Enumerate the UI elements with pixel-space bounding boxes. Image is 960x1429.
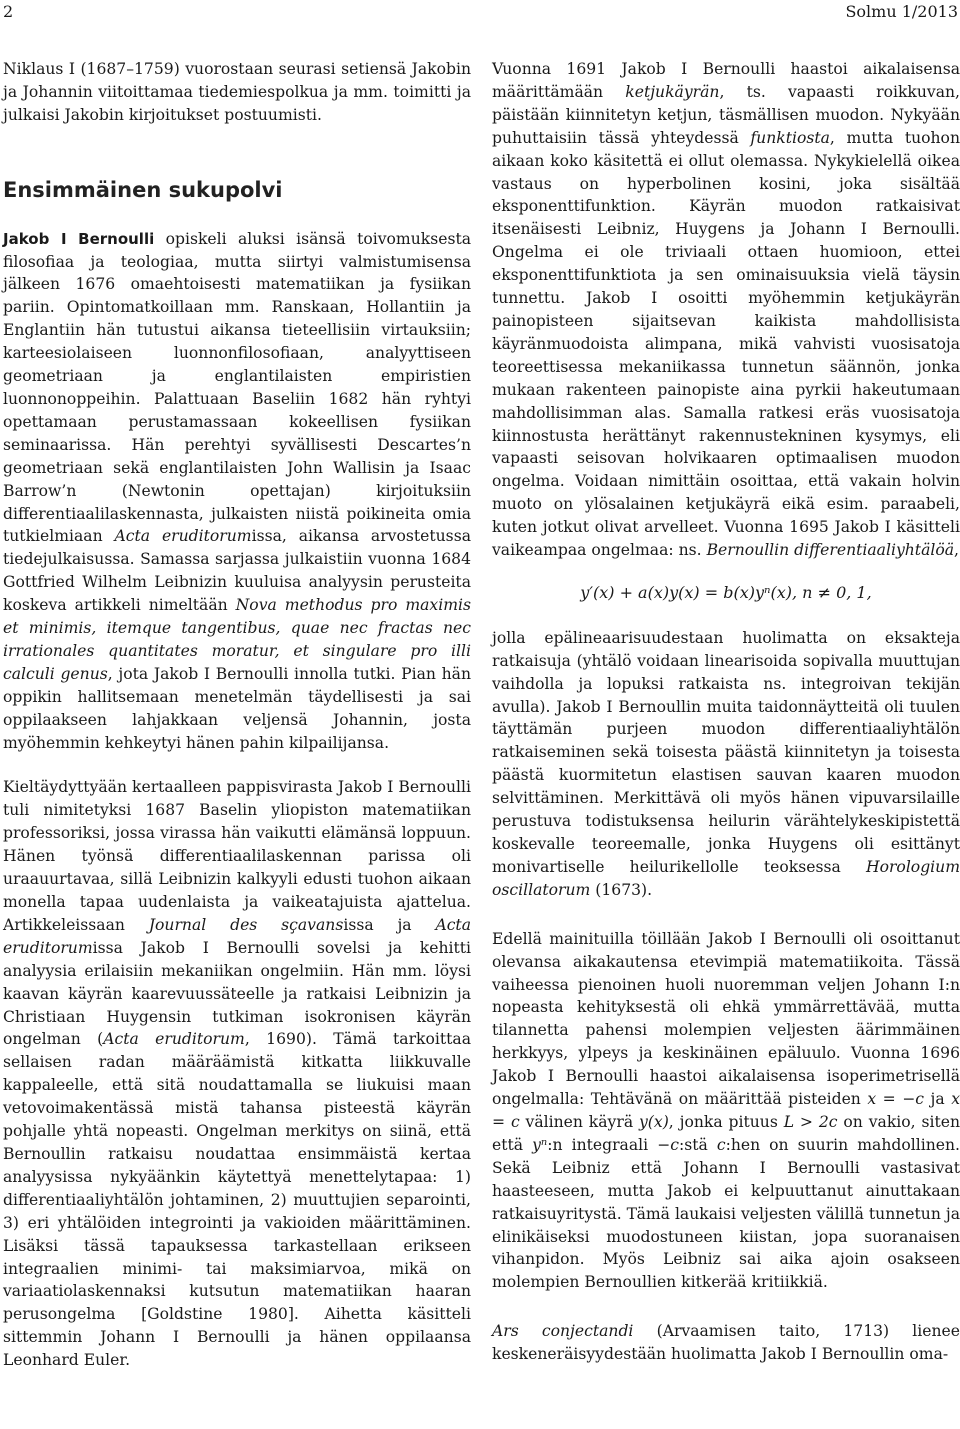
paragraph-gap bbox=[492, 1294, 960, 1320]
text: issa, aikansa arvostetussa tiedejulkaisussa. Samassa sarjassa julkaistiin vuonna 1684 Gottfried Wilhelm Leibnizin kuuluisa analyysin perusteita koskeva artikkeli nimeltään bbox=[3, 527, 471, 615]
book-title: Horologium oscillatorum bbox=[492, 857, 960, 899]
math: −c bbox=[657, 1135, 679, 1154]
text: opiskeli aluksi isänsä toivomuksesta filosofiaa ja teologiaa, mutta siirtyi valmistumisensa jälkeen 1676 omaehtoisesti matematiikan ja fysiikan pariin. Opintomatkoillaan mm. Ranskaan, Hollantiin ja Englantiin hän tutustui aikansa tieteellisiin virtauksiin; karteesiolaiseen luonnonfilosofiaan, analyyttiseen geometriaan ja englantilaisten empiristien luonnonoppeihin. Palattuaan Baseliin 1682 hän ryhtyi opettamaan perustamassaan kokeellisen fysiikan seminaarissa. Hän perehtyi syvällisesti Descartes’n geometriaan sekä englantilaisten John Wallisin ja Isaac Barrow’n (Newtonin opettajan) kirjoituksiin differentiaalilaskennasta, julkaisten niistä poikineita omia tutkielmiaan bbox=[3, 229, 472, 546]
text: , jota Jakob I Bernoulli innolla tutki. Pian hän oppikin hallitsemaan menetelmän täydellisesti ja sai oppilaakseen lahjakkaan veljensä Johannin, josta myöhemmin kehkeytyi hänen pahin kilpailijansa. bbox=[3, 664, 471, 752]
running-title: Solmu 1/2013 bbox=[845, 2, 958, 21]
text: Edellä mainituilla töillään Jakob I Bernoulli oli osoittanut olevansa aikakautensa etevimpiä matematiikoita. Tässä vaiheessa pienoinen huoli nuoremman veljen Johann I:n nopeasta kehityksestä oli ehkä ymmärrettävää, mutta tilannetta pahensi molempien veljesten äärimmäinen herkkyys, ylpeys ja keskinäinen epäluulo. Vuonna 1696 Jakob I Bernoulli haastoi aikalaisensa isoperimetrisellä ongelmalla: Tehtävänä on määrittää pisteiden bbox=[492, 929, 960, 1109]
math: yⁿ bbox=[532, 1135, 548, 1154]
text: on vakio, siten että bbox=[492, 1112, 960, 1154]
text: :stä bbox=[678, 1135, 717, 1154]
page-number: 2 bbox=[3, 2, 14, 21]
text: , 1690). Tämä tarkoittaa sellaisen radan määräämistä kitkatta liikkuvalle kappaleelle, että sitä noudattamalla se liukuisi maan vetovoimakentässä mistä tahansa pisteestä käyrän pohjalle yhtä nopeasti. Ongelman merkitys on siinä, että Bernoullin ratkaisu noudattaa ensimmäistä kertaa analyysissa nykyäänkin käytettyä menettelytapaa: 1) differentiaaliyhtälön johtaminen, 2) muuttujien separointi, 3) eri yhtälöiden integrointi ja vakioiden määrittäminen. Lisäksi tässä tapauksessa tarkastellaan erikseen integraalien minimi- tai maksimiarvoa, mikä on variaatiolaskennaksi kutsutun matematiikan haaran perusongelma [Goldstine 1980]. Aihetta käsitteli sittemmin Johann I Bernoulli ja hänen oppilaansa Leonhard Euler. bbox=[3, 1030, 471, 1370]
text: (Arvaamisen taito, 1713) lienee keskeneräisyydestään huolimatta Jakob I Bernoullin oma- bbox=[492, 1322, 960, 1364]
text: Vuonna 1691 Jakob I Bernoulli haastoi aikalaisensa määrittämään bbox=[492, 60, 960, 101]
paragraph-gap bbox=[3, 754, 471, 776]
paragraph-equation-notes bbox=[492, 627, 960, 902]
text: :n integraali bbox=[547, 1135, 658, 1154]
text: :hen on suurin mahdollinen. Sekä Leibniz että Johann I Bernoulli vastasivat haasteeseen, mutta Jakob ei kelpuuttanut ainuttakaan ratkaisuyritystä. Tämä laukaisi veljesten välillä tunnetun ja elinikäiseksi muodostuneen kiistan, jopa suoranaisen vihanpidon. Myös Leibniz sai aika ajoin osakseen molempien Bernoullien kitkerää kritiikkiä. bbox=[492, 1135, 960, 1292]
section-title: Ensimmäinen sukupolvi bbox=[3, 177, 283, 202]
page-header bbox=[0, 0, 960, 24]
math: L > 2c bbox=[783, 1112, 838, 1131]
term: Bernoullin differentiaaliyhtälöä bbox=[706, 541, 955, 560]
bernoulli-equation: y′(x) + a(x)y(x) = b(x)yⁿ(x), n ≠ 0, 1, bbox=[580, 582, 872, 602]
intro-text: Niklaus I (1687–1759) vuorostaan seurasi setiensä Jakobin ja Johannin viitoittamaa tiedemiespolkua ja mm. toimitti ja julkaisi Jakobin kirjoitukset postuumisti. bbox=[3, 60, 471, 124]
text: issa ja bbox=[343, 915, 436, 934]
journal-title: Acta eruditorum bbox=[114, 527, 252, 546]
math: c bbox=[716, 1135, 726, 1154]
text: , bbox=[954, 541, 960, 560]
journal-title: Journal des sçavans bbox=[148, 915, 344, 934]
paragraph-isoperimetric bbox=[492, 928, 960, 1295]
text: issa Jakob I Bernoulli sovelsi ja kehitti analyysia erilaisiin mekaniikan ongelmiin. Hän mm. löysi kaavan käyrän kaarevuussäteelle ja ratkaisi Leibnizin ja Christiaan Huygensin tutkiman isokronisen käyrän ongelman ( bbox=[3, 938, 471, 1049]
math: x = −c bbox=[867, 1090, 925, 1109]
lead-name: Jakob I Bernoulli bbox=[3, 229, 155, 248]
journal-title: Acta eruditorum bbox=[103, 1030, 245, 1049]
math: x = c bbox=[492, 1090, 960, 1131]
text: ja bbox=[924, 1090, 952, 1109]
text: välinen käyrä bbox=[519, 1112, 639, 1131]
paragraph-jakob-bernoulli bbox=[3, 228, 471, 755]
paragraph-catenary bbox=[492, 58, 960, 562]
paragraph-gap bbox=[492, 902, 960, 928]
term: funktiosta bbox=[750, 128, 830, 147]
paragraph-ars-conjectandi bbox=[492, 1320, 960, 1366]
book-title: Ars conjectandi bbox=[492, 1322, 634, 1341]
text: , mutta tuohon aikaan koko käsitettä ei ollut olemassa. Nykykielellä oikea vastaus on hyperbolinen kosini, joka sisältää eksponenttifunktion. Käyrän muodon ratkaisivat itsenäisesti Leibniz, Huygens ja Johann I Bernoulli. Ongelma ei ole triviaali ottaen huomioon, ettei eksponenttifunktiota ja sen ominaisuuksia vielä täysin tunnettu. Jakob I osoitti myöhemmin ketjukäyrän painopisteen sijaitsevan kaikista mahdollisista käyränmuodoista alimpana, mikä vahvisti vuosisatoja teoreettisessa mekaniikassa tunnetun säännön, jonka mukaan rakenteen painopiste aina pyrkii hakeutumaan mahdollisimman alas. Samalla ratkesi eräs vuosisatoja kiinnostusta herättänyt rakennustekninen kysymys, eli vapaasti seisovan holvikaaren optimaalisen muodon ongelma. Voidaan nimittäin osoittaa, että vakain holvin muoto on ylösalainen ketjukäyrä eikä esim. paraabeli, kuten jotkut olivat arvelleet. Vuonna 1695 Jakob I käsitteli vaikeampaa ongelmaa: ns. bbox=[492, 128, 960, 560]
journal-title: Acta eruditorum bbox=[3, 915, 471, 957]
paragraph-professor bbox=[3, 776, 471, 1372]
text: , jonka pituus bbox=[668, 1112, 784, 1131]
text: Kieltäydyttyään kertaalleen pappisvirasta Jakob I Bernoulli tuli nimitetyksi 1687 Baselin yliopiston matematiikan professoriksi, jossa virassa hän vaikutti elämänsä loppuun. Hänen työnsä differentiaalilaskennan parissa oli uraauurtavaa, sillä Leibnizin kalkyyli edusti tuohon aikaan monella tapaa uudenlaista ja vaikeatajuista ajattelua. Artikkeleissaan bbox=[3, 778, 471, 934]
left-column bbox=[3, 58, 471, 1372]
math: y(x) bbox=[639, 1112, 669, 1131]
article-title: Nova methodus pro maximis et minimis, itemque tangentibus, quae nec fractas nec irrationales quantitates moratur, et singulare pro illi calculi genus bbox=[3, 596, 471, 683]
right-column bbox=[492, 58, 960, 1366]
text: (1673). bbox=[590, 880, 653, 899]
text: , ts. vapaasti roikkuvan, päistään kiinnitetyn ketjun, täsmällisen muodon. Nykyään puhuttaisiin tässä yhteydessä bbox=[492, 82, 960, 147]
term: ketjukäyrän bbox=[625, 82, 720, 101]
intro-paragraph bbox=[3, 58, 471, 127]
text: jolla epälineaarisuudestaan huolimatta on eksakteja ratkaisuja (yhtälö voidaan linearisoida sopivalla muuttujan vaihdolla ja lopuksi ratkaista ns. integroivan tekijän avulla). Jakob I Bernoullin muita taidonnäytteitä oli tuulen täyttämän purjeen muodon differentiaaliyhtälön ratkaiseminen sekä toisesta päästä kiinnitetyn ja toisesta päästä kuormitetun elastisen sauvan kaaren muodon selvittäminen. Merkittävä oli myös hänen vipuvarsilaille perustuva todistuksensa heilurin värähtelykeskipistettä koskevalle teoreemalle, jonka Huygens oli esittänyt monivartiselle heilurikellolle teoksessa bbox=[492, 628, 960, 876]
